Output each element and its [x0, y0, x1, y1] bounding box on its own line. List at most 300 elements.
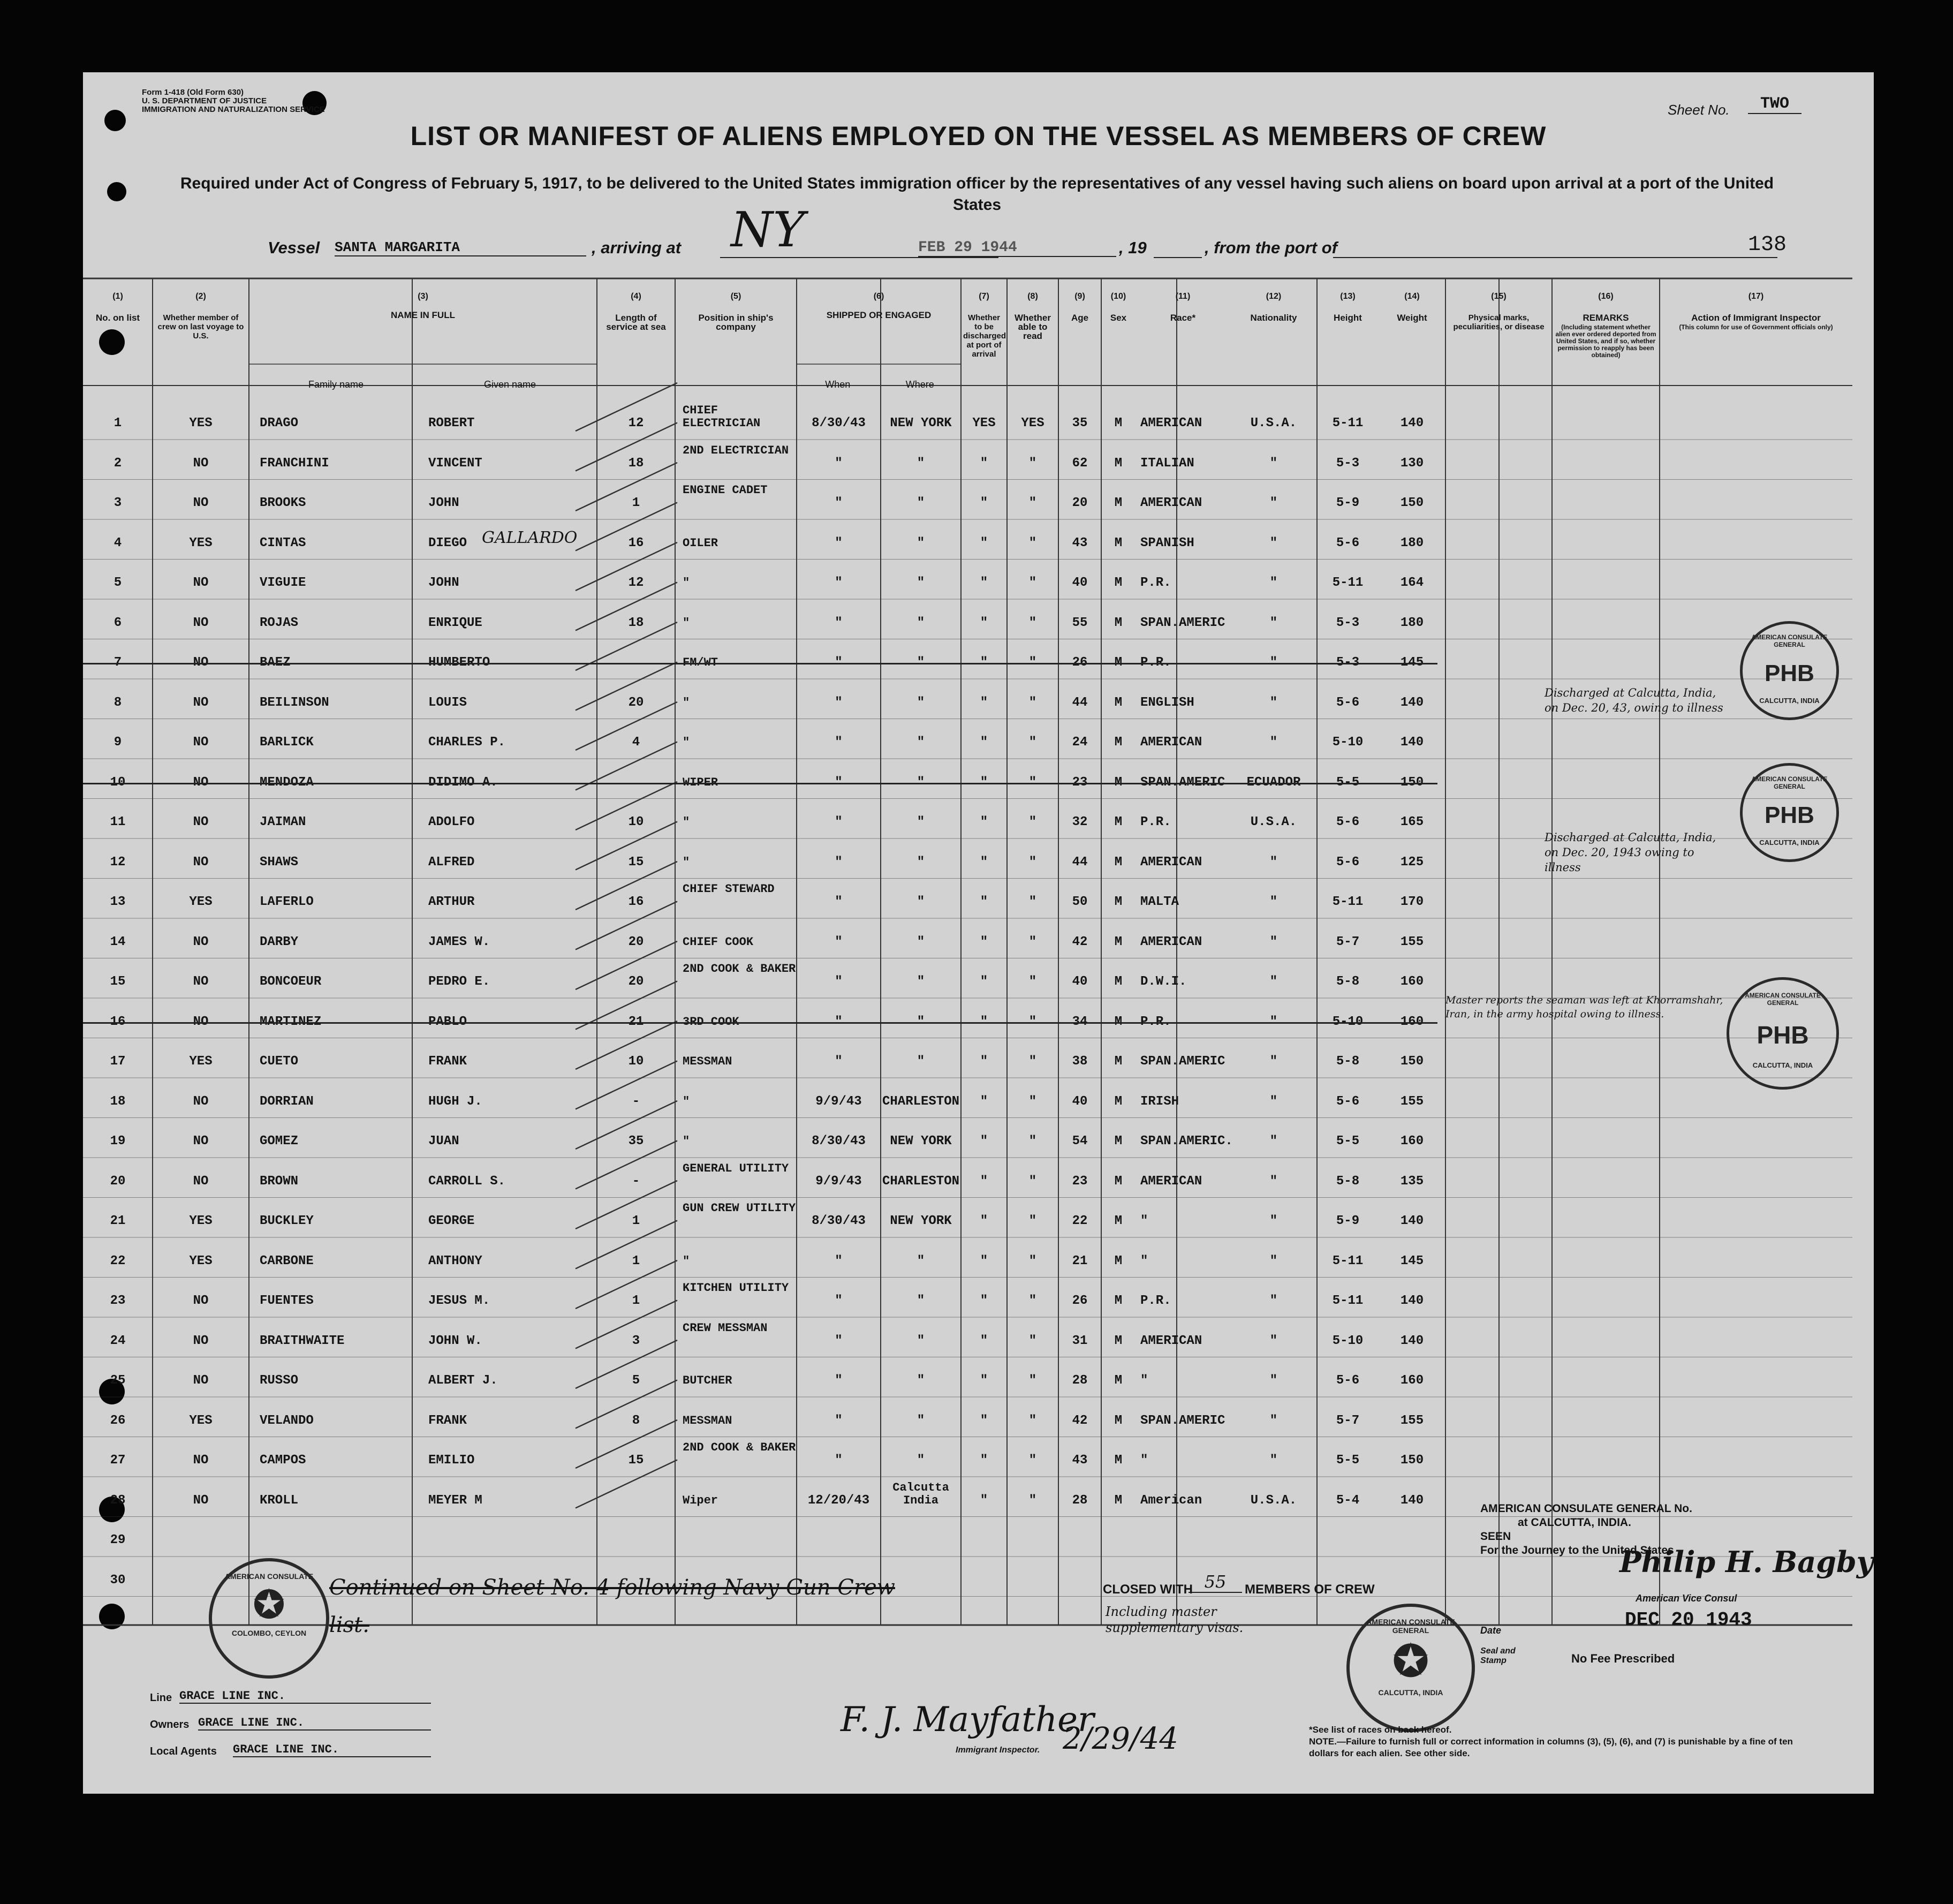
table-cell-weight: 155 [1400, 1094, 1424, 1109]
table-cell-given: ADOLFO [428, 815, 475, 829]
column-header: Whether able to read [1015, 313, 1051, 341]
table-cell-nat: " [1269, 1333, 1278, 1348]
inspector-signature: F. J. Mayfather [841, 1700, 1094, 1740]
line-value: GRACE LINE INC. [179, 1689, 431, 1704]
table-cell-given: ROBERT [428, 416, 475, 430]
table-cell-service: 20 [628, 934, 644, 949]
table-cell-no: 18 [110, 1094, 126, 1109]
table-cell-nat: " [1269, 1413, 1278, 1428]
table-cell-disch: " [980, 655, 988, 670]
column-subheader: Family name [308, 379, 364, 390]
table-cell-when: 12/20/43 [807, 1493, 870, 1508]
table-cell-height: 5-10 [1332, 735, 1364, 750]
table-cell-weight: 150 [1400, 496, 1424, 510]
table-cell-sex: M [1114, 655, 1123, 670]
table-cell-height: 5-3 [1336, 615, 1360, 630]
table-cell-height: 5-9 [1336, 496, 1360, 510]
table-cell-age: 43 [1072, 535, 1088, 550]
table-cell-where: NEW YORK [890, 416, 952, 430]
table-cell-service: 16 [628, 895, 644, 909]
table-cell-sex: M [1114, 895, 1123, 909]
table-cell-nat: " [1269, 695, 1278, 710]
table-cell-height: 5-9 [1336, 1214, 1360, 1228]
table-cell-last: NO [193, 695, 209, 710]
table-cell-height: 5-11 [1332, 576, 1364, 590]
table-cell-service: 10 [628, 1054, 644, 1069]
table-cell-nat: " [1269, 496, 1278, 510]
table-cell-nat: " [1269, 655, 1278, 670]
table-cell-where: " [917, 1333, 925, 1348]
table-cell-position: " [683, 855, 690, 869]
table-cell-given: PABLO [428, 1014, 467, 1029]
table-cell-disch: " [980, 1134, 988, 1149]
line-label: Line [150, 1692, 172, 1704]
table-cell-when: " [835, 895, 843, 909]
colombo-consulate-seal: AMERICAN CONSULATE ✪ COLOMBO, CEYLON [209, 1558, 329, 1679]
table-cell-no: 30 [110, 1573, 126, 1588]
owners-value: GRACE LINE INC. [198, 1716, 431, 1731]
table-cell-when: " [835, 1373, 843, 1388]
table-cell-service: 12 [628, 576, 644, 590]
table-cell-race: IRISH [1140, 1094, 1179, 1109]
table-cell-no: 5 [113, 576, 122, 590]
table-cell-where: CHARLESTON [882, 1094, 960, 1109]
calcutta-consulate-seal: AMERICAN CONSULATE GENERAL ✪ CALCUTTA, INDIA [1346, 1604, 1475, 1732]
table-cell-disch: " [980, 496, 988, 510]
table-cell-when: " [835, 695, 843, 710]
table-cell-weight: 160 [1400, 974, 1424, 989]
table-cell-sex: M [1114, 1373, 1123, 1388]
column-subheader: When [825, 379, 851, 390]
table-cell-when: " [835, 855, 843, 870]
table-cell-last: YES [189, 416, 213, 430]
table-cell-last: YES [189, 1054, 213, 1069]
table-cell-sex: M [1114, 1253, 1123, 1268]
table-cell-height: 5-11 [1332, 416, 1364, 430]
table-cell-family: DRAGO [260, 416, 299, 430]
table-cell-nat: " [1269, 1174, 1278, 1189]
table-cell-nat: " [1269, 1373, 1278, 1388]
table-cell-last: NO [193, 1134, 209, 1149]
column-header: Age [1071, 313, 1089, 323]
table-cell-age: 40 [1072, 1094, 1088, 1109]
column-number: (17) [1748, 292, 1764, 301]
table-cell-age: 20 [1072, 496, 1088, 510]
column-number: (2) [195, 292, 206, 301]
table-cell-sex: M [1114, 456, 1123, 471]
table-cell-given: JESUS M. [428, 1294, 490, 1308]
table-cell-where: " [917, 1413, 925, 1428]
table-cell-family: CUETO [260, 1054, 299, 1069]
table-cell-when: " [835, 1453, 843, 1468]
table-cell-given: DIEGO [428, 535, 467, 550]
table-cell-height: 5-6 [1336, 695, 1360, 710]
table-cell-position: 2ND ELECTRICIAN [683, 443, 789, 457]
table-cell-position: GUN CREW UTILITY [683, 1202, 796, 1215]
table-cell-weight: 140 [1400, 416, 1424, 430]
table-cell-when: " [835, 1014, 843, 1029]
table-cell-where: NEW YORK [890, 1214, 952, 1228]
table-cell-read: " [1028, 1054, 1037, 1069]
table-cell-height: 5-8 [1336, 974, 1360, 989]
table-cell-no: 26 [110, 1413, 126, 1428]
table-cell-race: SPAN.AMERIC [1140, 1054, 1225, 1069]
table-cell-when: " [835, 775, 843, 790]
closed-with-label: CLOSED WITH [1103, 1582, 1193, 1597]
table-cell-nat: " [1269, 1214, 1278, 1228]
table-cell-disch: " [980, 1094, 988, 1109]
table-cell-height: 5-6 [1336, 1373, 1360, 1388]
table-cell-sex: M [1114, 1054, 1123, 1069]
table-cell-service: 20 [628, 974, 644, 989]
table-cell-position: MESSMAN [683, 1055, 732, 1068]
closed-with-suffix: MEMBERS OF CREW [1245, 1582, 1375, 1597]
column-number: (7) [979, 292, 989, 301]
table-cell-when: " [835, 974, 843, 989]
table-cell-age: 44 [1072, 695, 1088, 710]
consulate-stamp-2: AMERICAN CONSULATE GENERAL PHB CALCUTTA, INDIA [1740, 763, 1839, 862]
table-cell-last: NO [193, 1294, 209, 1308]
table-cell-last: NO [193, 1373, 209, 1388]
table-cell-read: " [1028, 735, 1037, 750]
table-cell-last: YES [189, 895, 213, 909]
table-cell-read: " [1028, 1094, 1037, 1109]
table-cell-sex: M [1114, 695, 1123, 710]
table-cell-race: D.W.I. [1140, 974, 1187, 989]
table-cell-given: EMILIO [428, 1453, 475, 1468]
table-cell-where: " [917, 775, 925, 790]
arriving-label: , arriving at [592, 238, 682, 257]
table-cell-race: " [1140, 1253, 1148, 1268]
table-cell-read: " [1028, 1174, 1037, 1189]
table-cell-last: NO [193, 1453, 209, 1468]
table-cell-weight: 160 [1400, 1014, 1424, 1029]
eagle-icon: ✪ [253, 1584, 285, 1626]
table-cell-where: " [917, 934, 925, 949]
column-header: Action of Immigrant Inspector [1691, 313, 1821, 323]
table-cell-nat: " [1269, 934, 1278, 949]
table-cell-position: FM/WT [683, 656, 718, 669]
table-cell-no: 17 [110, 1054, 126, 1069]
table-cell-last: NO [193, 1174, 209, 1189]
table-cell-last: NO [193, 1014, 209, 1029]
table-cell-where: " [917, 535, 925, 550]
table-cell-race: SPAN.AMERIC [1140, 615, 1225, 630]
table-cell-family: BARLICK [260, 735, 314, 750]
table-cell-nat: " [1269, 1253, 1278, 1268]
table-cell-nat: " [1269, 735, 1278, 750]
table-cell-no: 3 [113, 496, 122, 510]
table-cell-sex: M [1114, 615, 1123, 630]
table-cell-family: CARBONE [260, 1253, 314, 1268]
table-cell-height: 5-6 [1336, 815, 1360, 829]
table-cell-weight: 180 [1400, 615, 1424, 630]
column-number: (11) [1175, 292, 1191, 301]
column-number: (12) [1266, 292, 1282, 301]
table-cell-service: 35 [628, 1134, 644, 1149]
table-cell-age: 42 [1072, 1413, 1088, 1428]
column-header: REMARKS [1583, 313, 1629, 323]
table-cell-age: 38 [1072, 1054, 1088, 1069]
table-cell-age: 50 [1072, 895, 1088, 909]
table-cell-read: " [1028, 535, 1037, 550]
table-cell-no: 10 [110, 775, 126, 790]
table-cell-race: AMERICAN [1140, 1333, 1202, 1348]
table-cell-weight: 140 [1400, 1493, 1424, 1508]
table-cell-read: " [1028, 576, 1037, 590]
table-cell-position: " [683, 576, 690, 590]
inspector-date: 2/29/44 [1063, 1721, 1178, 1756]
column-header: Nationality [1250, 313, 1297, 323]
table-cell-nat: " [1269, 974, 1278, 989]
table-cell-nat: U.S.A. [1250, 1493, 1297, 1508]
table-cell-no: 6 [113, 615, 122, 630]
table-cell-given: HUMBERTO [428, 655, 490, 670]
table-cell-disch: " [980, 615, 988, 630]
table-cell-disch: " [980, 895, 988, 909]
table-cell-age: 26 [1072, 655, 1088, 670]
table-cell-family: FRANCHINI [260, 456, 329, 471]
table-cell-sex: M [1114, 1174, 1123, 1189]
table-cell-no: 28 [110, 1493, 126, 1508]
table-cell-family: BROOKS [260, 496, 306, 510]
table-cell-race: American [1140, 1493, 1202, 1508]
table-cell-age: 55 [1072, 615, 1088, 630]
table-cell-age: 24 [1072, 735, 1088, 750]
table-cell-weight: 140 [1400, 1333, 1424, 1348]
table-cell-read: " [1028, 1253, 1037, 1268]
table-cell-disch: " [980, 695, 988, 710]
table-cell-read: " [1028, 615, 1037, 630]
table-cell-weight: 145 [1400, 655, 1424, 670]
table-cell-family: VIGUIE [260, 576, 306, 590]
table-cell-race: AMERICAN [1140, 855, 1202, 870]
table-cell-given: JOHN [428, 576, 459, 590]
table-cell-family: CINTAS [260, 535, 306, 550]
table-cell-age: 23 [1072, 1174, 1088, 1189]
column-header-note: (Including statement whether alien ever ordered deported from United States, and if so, whether permission to reapply has been obtained) [1555, 323, 1656, 359]
table-cell-position: Wiper [683, 1493, 718, 1507]
table-cell-position: BUTCHER [683, 1374, 732, 1387]
table-cell-read: " [1028, 775, 1037, 790]
table-cell-when: " [835, 456, 843, 471]
table-cell-service: 21 [628, 1014, 644, 1029]
table-cell-when: 9/9/43 [815, 1094, 862, 1109]
table-cell-disch: " [980, 1253, 988, 1268]
table-cell-disch: " [980, 1214, 988, 1228]
table-cell-no: 23 [110, 1294, 126, 1308]
table-cell-race: AMERICAN [1140, 1174, 1202, 1189]
table-cell-sex: M [1114, 974, 1123, 989]
table-cell-weight: 155 [1400, 1413, 1424, 1428]
table-cell-given: ALFRED [428, 855, 475, 870]
column-number: (5) [730, 292, 741, 301]
table-cell-position: ENGINE CADET [683, 483, 768, 497]
table-cell-family: BROWN [260, 1174, 299, 1189]
table-cell-family: MENDOZA [260, 775, 314, 790]
table-cell-weight: 160 [1400, 1134, 1424, 1149]
table-cell-family: CAMPOS [260, 1453, 306, 1468]
column-header: Weight [1397, 313, 1427, 323]
table-cell-nat: " [1269, 1453, 1278, 1468]
table-cell-family: SHAWS [260, 855, 299, 870]
table-cell-last: NO [193, 775, 209, 790]
table-cell-disch: " [980, 934, 988, 949]
table-cell-race: P.R. [1140, 576, 1171, 590]
table-cell-height: 5-6 [1336, 855, 1360, 870]
table-cell-when: 9/9/43 [815, 1174, 862, 1189]
table-cell-position: WIPER [683, 775, 718, 789]
table-cell-height: 5-8 [1336, 1054, 1360, 1069]
table-cell-where: Calcutta India [892, 1480, 949, 1507]
table-cell-race: AMERICAN [1140, 934, 1202, 949]
table-cell-last: NO [193, 815, 209, 829]
table-cell-nat: " [1269, 576, 1278, 590]
table-cell-where: " [917, 855, 925, 870]
table-cell-when: " [835, 934, 843, 949]
table-cell-given: FRANK [428, 1413, 467, 1428]
table-cell-when: " [835, 815, 843, 829]
given-name-annotation: GALLARDO [482, 528, 578, 547]
table-cell-family: FUENTES [260, 1294, 314, 1308]
table-cell-disch: " [980, 974, 988, 989]
table-cell-family: BONCOEUR [260, 974, 322, 989]
table-cell-position: OILER [683, 536, 718, 550]
table-cell-age: 40 [1072, 576, 1088, 590]
column-number: (1) [112, 292, 123, 301]
table-cell-sex: M [1114, 416, 1123, 430]
table-cell-when: " [835, 496, 843, 510]
table-cell-where: " [917, 1453, 925, 1468]
table-cell-height: 5-10 [1332, 1333, 1364, 1348]
table-cell-height: 5-11 [1332, 895, 1364, 909]
table-cell-sex: M [1114, 1333, 1123, 1348]
table-cell-age: 40 [1072, 974, 1088, 989]
remark-row-10: Discharged at Calcutta, India, on Dec. 20, 1943 owing to illness [1545, 831, 1716, 874]
column-number: (14) [1404, 292, 1420, 301]
table-cell-position: CHIEF COOK [683, 935, 754, 949]
table-cell-age: 31 [1072, 1333, 1088, 1348]
table-cell-no: 12 [110, 855, 126, 870]
table-cell-family: ROJAS [260, 615, 299, 630]
table-cell-family: DARBY [260, 934, 299, 949]
table-cell-age: 35 [1072, 416, 1088, 430]
table-cell-height: 5-6 [1336, 1094, 1360, 1109]
table-cell-last: YES [189, 1214, 213, 1228]
table-cell-disch: " [980, 1333, 988, 1348]
table-cell-disch: " [980, 735, 988, 750]
table-cell-no: 14 [110, 934, 126, 949]
eagle-icon: ✪ [1392, 1637, 1429, 1685]
table-cell-position: GENERAL UTILITY [683, 1161, 789, 1175]
vice-consul-signature: Philip H. Bagby [1619, 1545, 1874, 1579]
table-cell-age: 26 [1072, 1294, 1088, 1308]
table-cell-position: " [683, 616, 690, 630]
table-cell-when: " [835, 1054, 843, 1069]
table-cell-given: JUAN [428, 1134, 459, 1149]
table-cell-service: 16 [628, 535, 644, 550]
table-cell-read: " [1028, 855, 1037, 870]
table-cell-race: SPAN.AMERIC [1140, 1413, 1225, 1428]
table-cell-height: 5-4 [1336, 1493, 1360, 1508]
table-cell-no: 8 [113, 695, 122, 710]
table-cell-where: " [917, 1253, 925, 1268]
table-cell-no: 20 [110, 1174, 126, 1189]
table-cell-when: " [835, 735, 843, 750]
table-cell-position: 3RD COOK [683, 1015, 739, 1029]
sheet-number-value: TWO [1748, 95, 1801, 114]
form-header: Form 1-418 (Old Form 630) U. S. DEPARTMENT OF JUSTICE IMMIGRATION AND NATURALIZATION SERVICE [142, 88, 325, 114]
vessel-name: SANTA MARGARITA [335, 239, 586, 256]
table-cell-age: 32 [1072, 815, 1088, 829]
table-cell-no: 24 [110, 1333, 126, 1348]
table-cell-height: 5-10 [1332, 1014, 1364, 1029]
table-cell-read: " [1028, 1413, 1037, 1428]
vessel-label: Vessel [268, 238, 320, 257]
table-cell-nat: U.S.A. [1250, 815, 1297, 829]
table-cell-sex: M [1114, 815, 1123, 829]
table-cell-given: ENRIQUE [428, 615, 482, 630]
owners-label: Owners [150, 1719, 190, 1731]
table-cell-family: BRAITHWAITE [260, 1333, 345, 1348]
table-cell-position: CREW MESSMAN [683, 1321, 768, 1335]
table-cell-family: LAFERLO [260, 895, 314, 909]
column-number: (10) [1110, 292, 1126, 301]
table-cell-nat: ECUADOR [1246, 775, 1301, 790]
table-cell-last: NO [193, 456, 209, 471]
table-cell-race: " [1140, 1453, 1148, 1468]
table-cell-nat: " [1269, 1054, 1278, 1069]
table-cell-sex: M [1114, 855, 1123, 870]
table-cell-family: RUSSO [260, 1373, 299, 1388]
column-header: NAME IN FULL [391, 310, 455, 320]
table-cell-last: NO [193, 615, 209, 630]
table-cell-height: 5-8 [1336, 1174, 1360, 1189]
table-cell-disch: " [980, 1413, 988, 1428]
table-cell-nat: " [1269, 456, 1278, 471]
table-cell-weight: 145 [1400, 1253, 1424, 1268]
table-cell-last: YES [189, 1253, 213, 1268]
table-cell-disch: " [980, 535, 988, 550]
table-cell-given: GEORGE [428, 1214, 475, 1228]
consulate-date: DEC 20 1943 [1625, 1609, 1752, 1631]
table-cell-race: " [1140, 1214, 1148, 1228]
table-cell-weight: 160 [1400, 1373, 1424, 1388]
table-cell-no: 29 [110, 1533, 126, 1547]
year-label: , 19 [1119, 238, 1147, 257]
table-cell-last: NO [193, 496, 209, 510]
table-cell-given: VINCENT [428, 456, 482, 471]
table-cell-race: ITALIAN [1140, 456, 1194, 471]
table-cell-sex: M [1114, 934, 1123, 949]
table-cell-when: 8/30/43 [812, 1214, 866, 1228]
table-cell-position: 2ND COOK & BAKER [683, 962, 796, 976]
table-cell-service: 15 [628, 855, 644, 870]
table-cell-height: 5-11 [1332, 1253, 1364, 1268]
table-cell-service: - [632, 1174, 640, 1189]
page-number: 138 [1748, 233, 1787, 257]
table-cell-age: 54 [1072, 1134, 1088, 1149]
table-cell-service: 1 [632, 1253, 640, 1268]
table-cell-height: 5-7 [1336, 934, 1360, 949]
table-cell-where: " [917, 974, 925, 989]
table-cell-weight: 170 [1400, 895, 1424, 909]
strikethrough-line [83, 1022, 1437, 1024]
page-subtitle: Required under Act of Congress of February 5, 1917, to be delivered to the United States immigration officer by the representatives of any vessel having such aliens on board upon arrival at a port of the United States [180, 175, 1774, 214]
table-cell-given: ALBERT J. [428, 1373, 498, 1388]
table-cell-service: 20 [628, 695, 644, 710]
table-cell-service: 3 [632, 1333, 640, 1348]
